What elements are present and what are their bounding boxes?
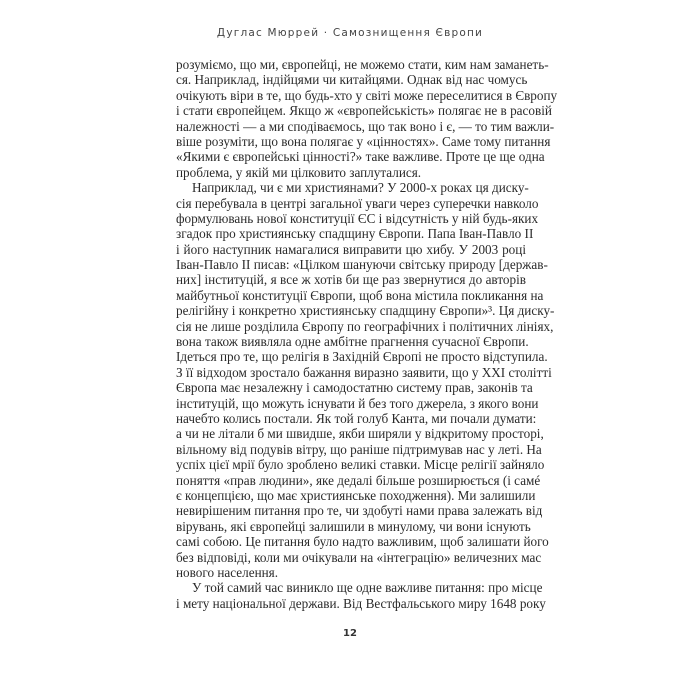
text-line: вірувань, які європейці залишили в минулому, чи вони існують <box>176 518 531 534</box>
text-line: Ідеться про те, що релігія в Західній Європі не просто відступила. <box>176 349 548 365</box>
text-line: У той самий час виникло ще одне важливе питання: про місце <box>192 580 543 596</box>
text-line: а чи не літали б ми швидше, якби ширяли у відкритому просторі, <box>176 426 544 442</box>
text-line: поняття «прав людини», яке дедалі більше розширюється (і самé <box>176 472 541 488</box>
text-line: формулювань нової конституції ЄС і відсутність у ній будь-яких <box>176 210 539 226</box>
text-line: очікують віри в те, що будь-хто у світі може переселитися в Європу <box>176 87 558 103</box>
text-line: успіх цієї мрії було зроблено великі ставки. Місце релігії зайняло <box>176 457 545 473</box>
text-line: невирішеним питання про те, чи здобуті нами права залежать від <box>176 503 543 519</box>
text-line: самі собою. Це питання було надто важливим, щоб залишати його <box>176 534 549 550</box>
text-line: проблема, у якій ми цілковито заплуталися. <box>176 164 422 180</box>
text-line: згадок про християнську спадщину Європи. Папа Іван-Павло II <box>176 226 534 242</box>
text-line: інституцій, що можуть існувати й без того джерела, з якого вони <box>176 395 539 411</box>
text-line: вільному від подувів вітру, що раніше підтримував нас у леті. На <box>176 441 542 457</box>
body-text <box>176 57 558 611</box>
text-line: ся. Наприклад, індійцями чи китайцями. Однак від нас чомусь <box>176 72 528 88</box>
running-header: Дуглас Мюррей · Самознищення Європи <box>216 27 484 39</box>
text-line: без відповіді, коли ми очікували на «інтеграцію» величезних мас <box>176 549 542 565</box>
text-line: нового населення. <box>176 564 279 580</box>
text-line: Іван-Павло II писав: «Цілком шануючи світську природу [держав- <box>176 257 548 273</box>
text-line: них] інституцій, я все ж хотів би ще раз звернутися до авторів <box>176 272 526 288</box>
text-line: сія не лише розділила Європу по географічних і політичних лініях, <box>176 318 554 334</box>
text-line: «Якими є європейські цінності?» таке важливе. Проте це ще одна <box>176 149 545 165</box>
text-line: розуміємо, що ми, європейці, не можемо стати, ким нам заманеть- <box>176 57 549 72</box>
text-line: Європа має незалежну і самодостатню систему прав, законів та <box>176 380 533 396</box>
text-line: релігійну і конкретно християнську спадщину Європи»³. Ця диску- <box>176 303 555 319</box>
text-line: і стати європейцем. Якщо ж «європейськість» полягає не в расовій <box>176 103 552 119</box>
text-line: вона також виявляла одне амбітне прагнення сучасної Європи. <box>176 334 529 350</box>
text-line: сія перебувала в центрі загальної уваги через суперечки навколо <box>176 195 539 211</box>
text-line: належності — а ми сподіваємось, що так воно і є, — то тим важли- <box>176 118 555 134</box>
text-line: начебто колись постали. Як той голуб Канта, ми почали думати: <box>176 410 537 426</box>
text-line: майбутньої конституції Європи, щоб вона містила покликання на <box>176 287 544 303</box>
text-line: Наприклад, чи є ми християнами? У 2000-х роках ця диску- <box>192 180 529 196</box>
text-line: і його наступник намагалися виправити цю хибу. У 2003 році <box>176 241 526 257</box>
page-number: 12 <box>343 628 357 639</box>
text-line: є концепцією, що має християнське походження). Ми залишили <box>176 487 536 503</box>
text-line: З її відходом зростало бажання виразно заявити, що у XXI столітті <box>176 364 552 380</box>
text-line: віше розуміти, що вона полягає у «цінностях». Саме тому питання <box>176 133 551 149</box>
text-line: і мету національної держави. Від Вестфальського миру 1648 року <box>176 595 546 611</box>
